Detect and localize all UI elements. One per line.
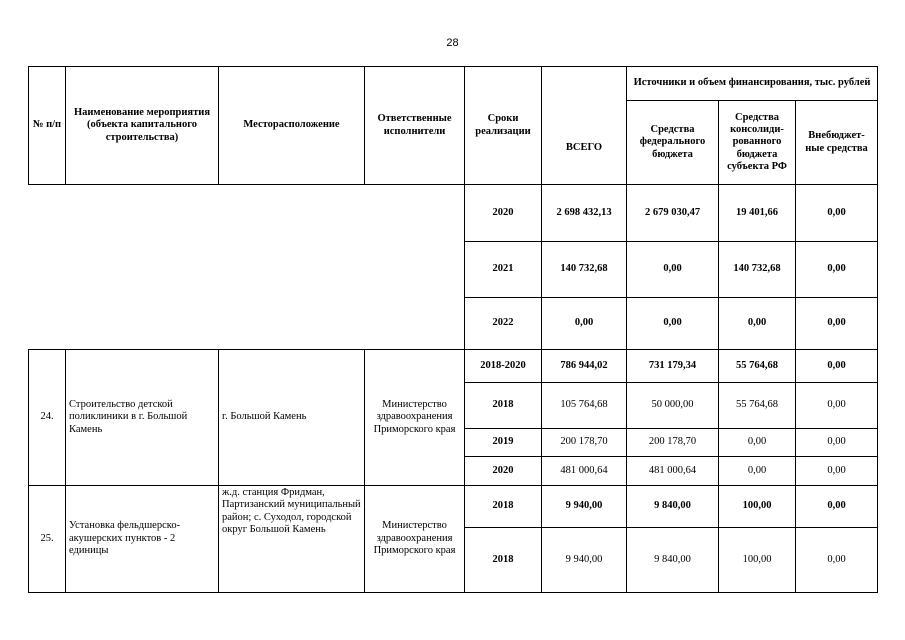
- extra-cell: 0,00: [796, 383, 878, 429]
- regional-cell: 0,00: [719, 457, 796, 486]
- header-federal: Средства федерального бюджета: [627, 101, 719, 185]
- total-cell: 9 940,00: [542, 486, 627, 528]
- item-responsible: Министерство здравоохранения Приморского края: [365, 486, 465, 593]
- regional-cell: 100,00: [719, 528, 796, 593]
- total-cell: 140 732,68: [542, 242, 627, 298]
- extra-cell: 0,00: [796, 528, 878, 593]
- regional-cell: 55 764,68: [719, 383, 796, 429]
- continuation-blank: [29, 185, 465, 350]
- federal-cell: 0,00: [627, 298, 719, 350]
- table-row: [29, 185, 878, 242]
- regional-cell: 100,00: [719, 486, 796, 528]
- regional-cell: 0,00: [719, 429, 796, 457]
- regional-cell: 140 732,68: [719, 242, 796, 298]
- item-responsible: Министерство здравоохранения Приморского края: [365, 350, 465, 486]
- header-responsible: Ответственные исполнители: [365, 67, 465, 185]
- header-extra: Внебюджет-ные средства: [796, 101, 878, 185]
- item-name: Установка фельдшерско-акушерских пунктов - 2 единицы: [66, 486, 219, 593]
- header-funding-group: Источники и объем финансирования, тыс. рублей: [627, 67, 878, 101]
- item-number: 24.: [29, 350, 66, 486]
- total-cell: 0,00: [542, 298, 627, 350]
- regional-cell: 55 764,68: [719, 350, 796, 383]
- header-period: Сроки реализации: [465, 67, 542, 185]
- table-row: [29, 486, 878, 528]
- federal-cell: 9 840,00: [627, 486, 719, 528]
- header-name: Наименование мероприятия (объекта капитального строительства): [66, 67, 219, 185]
- period-cell: 2018: [465, 528, 542, 593]
- period-cell: 2018-2020: [465, 350, 542, 383]
- federal-cell: 2 679 030,47: [627, 185, 719, 242]
- extra-cell: 0,00: [796, 486, 878, 528]
- total-cell: 481 000,64: [542, 457, 627, 486]
- extra-cell: 0,00: [796, 185, 878, 242]
- item-number: 25.: [29, 486, 66, 593]
- total-cell: 200 178,70: [542, 429, 627, 457]
- total-cell: 786 944,02: [542, 350, 627, 383]
- period-cell: 2018: [465, 383, 542, 429]
- item-location: ж.д. станция Фридман, Партизанский муниципальный район; с. Суходол, городской округ Большой Камень: [219, 486, 365, 593]
- page-number: 28: [446, 37, 459, 49]
- header-row: [29, 67, 878, 101]
- header-location: Месторасположение: [219, 67, 365, 185]
- header-total: ВСЕГО: [542, 67, 627, 185]
- regional-cell: 0,00: [719, 298, 796, 350]
- period-cell: 2021: [465, 242, 542, 298]
- period-cell: 2020: [465, 185, 542, 242]
- period-cell: 2018: [465, 486, 542, 528]
- federal-cell: 50 000,00: [627, 383, 719, 429]
- total-cell: 2 698 432,13: [542, 185, 627, 242]
- total-cell: 9 940,00: [542, 528, 627, 593]
- header-regional: Средства консолиди-рованного бюджета субъекта РФ: [719, 101, 796, 185]
- period-cell: 2022: [465, 298, 542, 350]
- extra-cell: 0,00: [796, 429, 878, 457]
- funding-table: [28, 66, 878, 593]
- regional-cell: 19 401,66: [719, 185, 796, 242]
- federal-cell: 481 000,64: [627, 457, 719, 486]
- federal-cell: 9 840,00: [627, 528, 719, 593]
- table-row: [29, 350, 878, 383]
- federal-cell: 0,00: [627, 242, 719, 298]
- period-cell: 2019: [465, 429, 542, 457]
- extra-cell: 0,00: [796, 457, 878, 486]
- extra-cell: 0,00: [796, 350, 878, 383]
- federal-cell: 731 179,34: [627, 350, 719, 383]
- extra-cell: 0,00: [796, 242, 878, 298]
- item-location: г. Большой Камень: [219, 350, 365, 486]
- item-name: Строительство детской поликлиники в г. Большой Камень: [66, 350, 219, 486]
- federal-cell: 200 178,70: [627, 429, 719, 457]
- period-cell: 2020: [465, 457, 542, 486]
- extra-cell: 0,00: [796, 298, 878, 350]
- total-cell: 105 764,68: [542, 383, 627, 429]
- header-num: № п/п: [29, 67, 66, 185]
